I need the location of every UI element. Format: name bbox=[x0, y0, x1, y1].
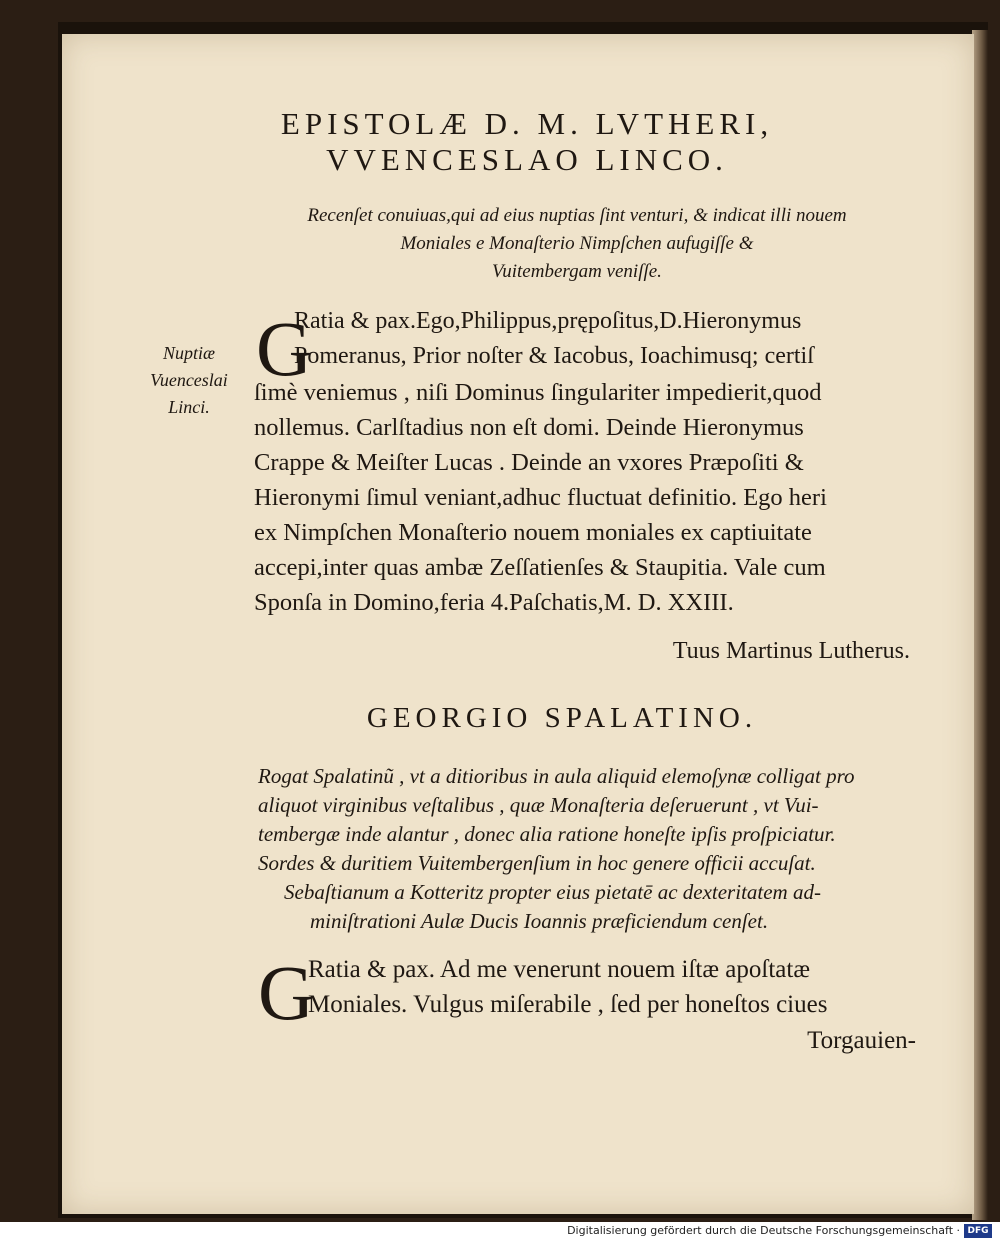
letter2-title: GEORGIO SPALATINO. bbox=[366, 702, 758, 734]
letter1-title-line1: EPISTOLÆ D. M. LVTHERI, bbox=[280, 106, 774, 141]
letter2-summary-line: Sebaſtianum a Kotteritz propter eius pietatē ac dexteritatem ad- bbox=[284, 880, 821, 904]
letter1-dropcap: G bbox=[256, 305, 313, 392]
letter1-body-line: nollemus. Carlſtadius non eſt domi. Deinde Hieronymus bbox=[254, 414, 804, 441]
marginal-note-line: Linci. bbox=[168, 397, 210, 417]
letter1-body-line: Hieronymi ſimul veniant,adhuc fluctuat definitio. Ego heri bbox=[254, 484, 827, 511]
letter1-title-line2: VVENCESLAO LINCO. bbox=[326, 142, 728, 177]
letter1-summary-line: Moniales e Monaſterio Nimpſchen aufugiſſe & bbox=[400, 233, 754, 254]
letter1-body-line: Ratia & pax.Ego,Philippus,prępoſitus,D.Hieronymus bbox=[294, 308, 802, 334]
letter1-body-line: Sponſa in Domino,feria 4.Paſchatis,M. D. XXIII. bbox=[254, 589, 734, 616]
footer-credit: Digitalisierung gefördert durch die Deutsche Forschungsgemeinschaft · bbox=[567, 1224, 960, 1237]
book-page bbox=[62, 34, 974, 1214]
letter1-signature: Tuus Martinus Lutherus. bbox=[672, 638, 910, 664]
letter1-body-line: Pomeranus, Prior noſter & Iacobus, Ioachimusq; certiſ bbox=[294, 343, 814, 369]
marginal-note-line: Vuenceslai bbox=[150, 370, 228, 390]
letter2-summary-line: tembergæ inde alantur , donec alia ratione honeſte ipſis proſpiciatur. bbox=[258, 822, 836, 846]
letter2-body-line: Moniales. Vulgus miſerabile , ſed per honeſtos ciues bbox=[308, 991, 828, 1018]
letter2-summary-line: Rogat Spalatinũ , vt a ditioribus in aula aliquid elemoſynæ colligat pro bbox=[258, 764, 855, 788]
letter2-body-line: Ratia & pax. Ad me venerunt nouem iſtæ apoſtatæ bbox=[308, 956, 810, 983]
letter2-summary-line: aliquot virginibus veſtalibus , quæ Monaſteria deſeruerunt , vt Vui- bbox=[258, 793, 819, 817]
letter2-summary-line: Sordes & duritiem Vuitembergenſium in hoc genere officii accuſat. bbox=[258, 851, 816, 875]
letter2-dropcap: G bbox=[258, 949, 315, 1036]
catchword: Torgauien- bbox=[807, 1027, 916, 1054]
letter1-summary-line: Recenſet conuiuas,qui ad eius nuptias ſint venturi, & indicat illi nouem bbox=[307, 205, 847, 226]
letter1-summary-line: Vuitembergam veniſſe. bbox=[492, 261, 662, 282]
letter1-body-line: ex Nimpſchen Monaſterio nouem moniales ex captiuitate bbox=[254, 519, 812, 546]
book-fore-edge bbox=[972, 30, 988, 1220]
letter1-summary bbox=[232, 202, 922, 286]
dfg-logo: DFG bbox=[964, 1224, 992, 1238]
letter2-summary-line: miniſtrationi Aulæ Ducis Ioannis præficiendum cenſet. bbox=[310, 909, 769, 933]
marginal-note-line: Nuptiæ bbox=[162, 343, 215, 363]
marginal-note bbox=[134, 340, 244, 421]
letter1-body-line: ſimè veniemus , niſi Dominus ſingulariter impedierit,quod bbox=[254, 379, 822, 406]
digitization-footer bbox=[0, 1222, 1000, 1241]
letter1-body-line: accepi,inter quas ambæ Zeſſatienſes & Staupitia. Vale cum bbox=[254, 554, 826, 581]
letter1-body-line: Crappe & Meiſter Lucas . Deinde an vxores Præpoſiti & bbox=[254, 449, 804, 476]
